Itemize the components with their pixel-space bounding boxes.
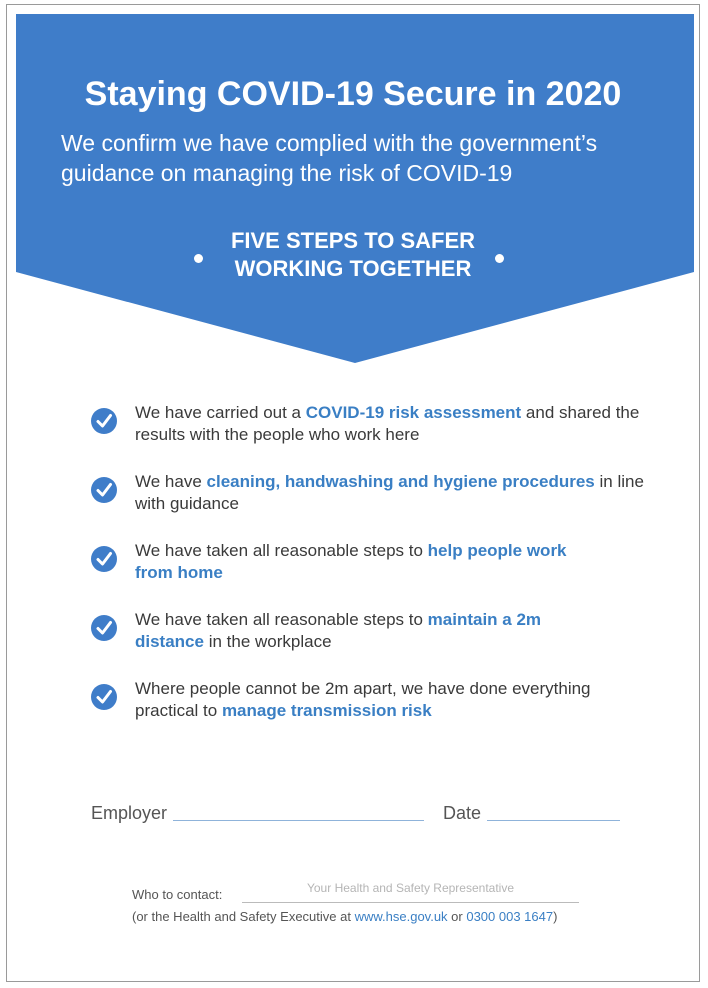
checkmark-icon: [91, 615, 117, 641]
bullet-dot-right: [495, 254, 504, 263]
steps-heading: [7, 227, 699, 283]
banner-shape: [16, 14, 694, 363]
step-text: We have taken all reasonable steps to help people work from home: [135, 541, 567, 582]
steps-heading-line-1: FIVE STEPS TO SAFER: [230, 228, 476, 253]
step-text: We have cleaning, handwashing and hygiene procedures in line with guidance: [135, 472, 644, 513]
checkmark-icon: [91, 684, 117, 710]
checkmark-icon: [91, 408, 117, 434]
hse-phone-link[interactable]: 0300 003 1647: [466, 909, 554, 924]
bullet-dot-left: [194, 254, 203, 263]
hse-website-link[interactable]: www.hse.gov.uk: [354, 909, 448, 924]
employer-field[interactable]: [173, 820, 424, 821]
hse-contact-info: (or the Health and Safety Executive at www.hse.gov.uk or 0300 003 1647): [132, 909, 558, 924]
date-field[interactable]: [487, 820, 620, 821]
date-label: Date: [443, 803, 482, 823]
contact-field[interactable]: [242, 902, 579, 903]
contact-field-placeholder: Your Health and Safety Representative: [306, 881, 515, 895]
employer-label: Employer: [91, 803, 168, 823]
page-subtitle: We confirm we have complied with the government’s guidance on managing the risk of COVID-19: [61, 130, 598, 186]
step-text: Where people cannot be 2m apart, we have done everything practical to manage transmission risk: [135, 679, 591, 720]
header-banner: [16, 14, 694, 363]
checkmark-icon: [91, 546, 117, 572]
step-text: We have carried out a COVID-19 risk assessment and shared the results with the people who work here: [135, 403, 640, 444]
contact-label: Who to contact:: [132, 887, 223, 902]
steps-heading-line-2: WORKING TOGETHER: [234, 256, 472, 281]
page-title: Staying COVID-19 Secure in 2020: [84, 75, 622, 113]
checkmark-icon: [91, 477, 117, 503]
step-text: We have taken all reasonable steps to maintain a 2m distance in the workplace: [135, 610, 542, 651]
poster: [6, 4, 700, 982]
